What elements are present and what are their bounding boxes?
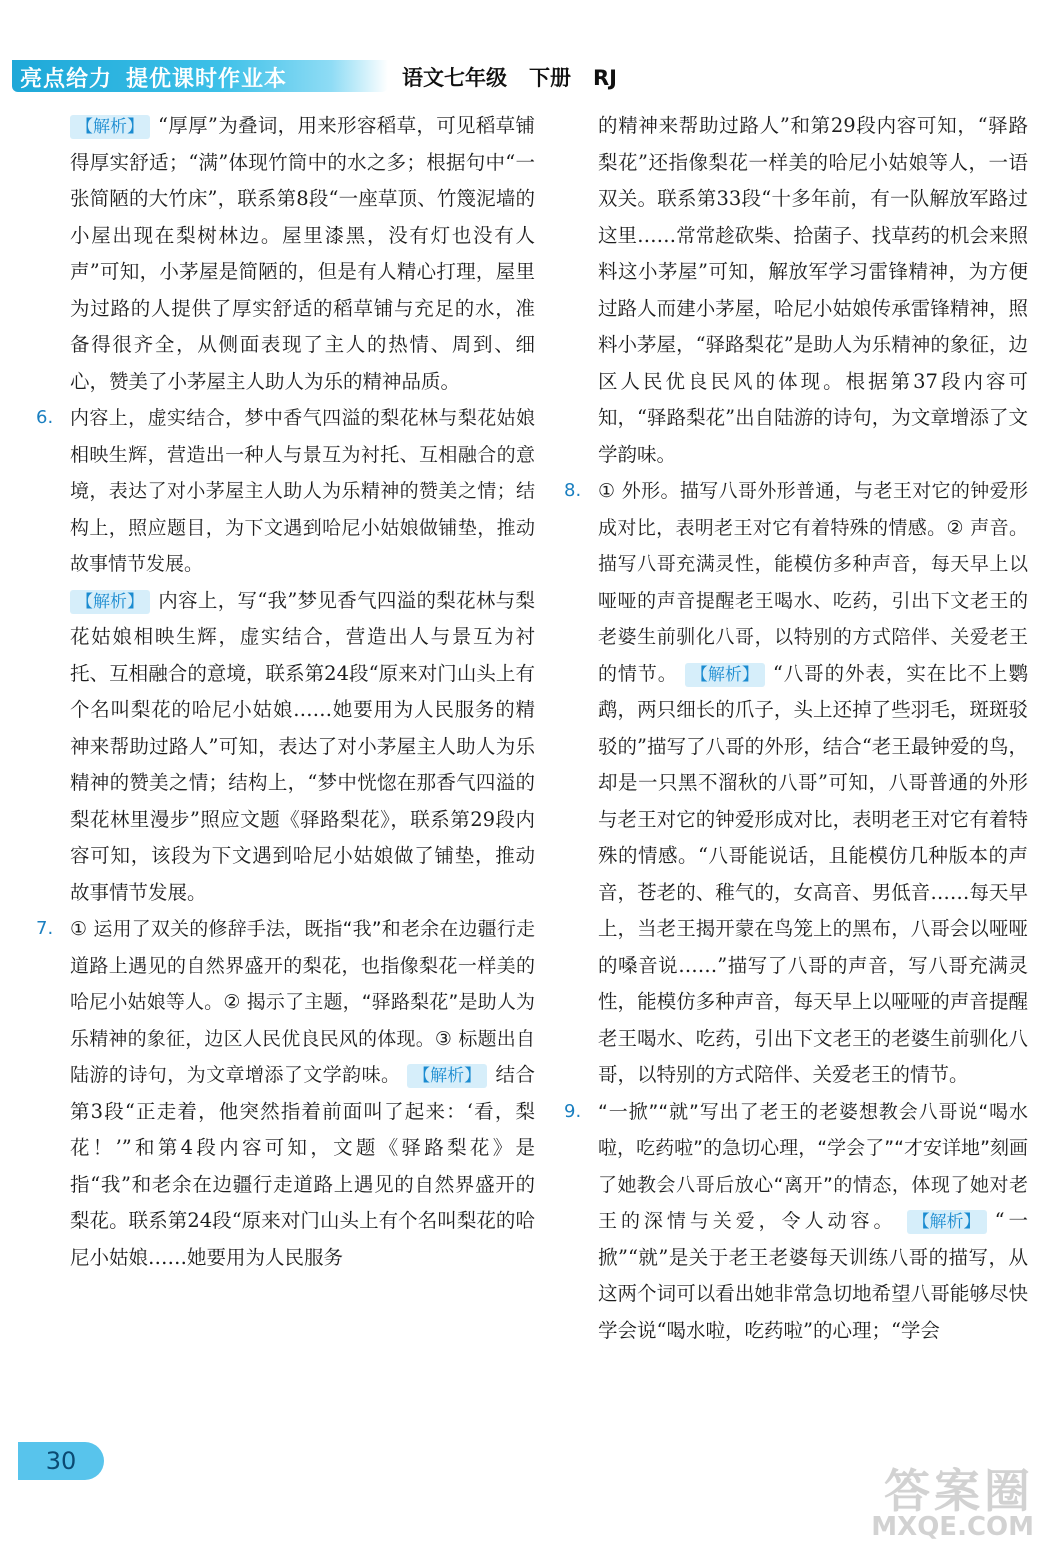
question-7-analysis-continued: 的精神来帮助过路人”和第29段内容可知，“驿路梨花”还指像梨花一样美的哈尼小姑娘等人，一语双关。联系第33段“十多年前，有一队解放军路过这里……常常趁砍柴、拾菌子、找草药的机会来照料这小茅屋”可知，解放军学习雷锋精神，为方便过路人而建小茅屋，哈尼小姑娘传承雷锋精神，照料小茅屋，“驿路梨花”是助人为乐精神的象征，边区人民优良民风的体现。根据第37段内容可知，“驿路梨花”出自陆游的诗句，为文章增添了文学韵味。 [598,114,1028,466]
brand-title [20,62,287,93]
brand-name: 亮点给力 [20,67,113,92]
page-header [0,0,1054,96]
edition-label: RJ [593,66,617,90]
subject-grade: 语文七年级 [402,66,507,90]
analysis-text: “八哥的外表，实在比不上鹦鹉，两只细长的爪子，头上还掉了些羽毛，斑斑驳驳的”描写了八哥的外形，结合“老王最钟爱的鸟，却是一只黑不溜秋的八哥”可知，八哥普通的外形与老王对它的钟爱形成对比，表明老王对它有着特殊的情感。“八哥能说话，且能模仿几种版本的声音，苍老的、稚气的，女高音、男低音……每天早上，当老王揭开蒙在鸟笼上的黑布，八哥会以哑哑的嗓音说……”描写了八哥的声音，写八哥充满灵性，能模仿多种声音，每天早上以哑哑的声音提醒老王喝水、吃药，引出下文老王的老婆生前驯化八哥，以特别的方式陪伴、关爱老王的情节。 [598,661,1028,1086]
question-9-answer [564,1094,1028,1350]
question-7-answer [36,911,535,1276]
answer-text: ① 外形。描写八哥外形普通，与老王对它的钟爱形成对比，表明老王对它有着特殊的情感。② 声音。描写八哥充满灵性，能模仿多种声音，每天早上以哑哑的声音提醒老王喝水、吃药，引出下文老王的老婆生前驯化八哥，以特别的方式陪伴、关爱老王的情节。 [598,480,1028,685]
book-name: 提优课时作业本 [126,67,288,92]
analysis-tag: 【解析】 [70,115,150,139]
analysis-tag: 【解析】 [907,1210,987,1234]
analysis-paragraph [70,108,535,400]
left-column [36,108,535,1276]
analysis-text: 结合第3段“正走着，他突然指着前面叫了起来：‘看，梨花！’”和第4段内容可知，文题《驿路梨花》是指“我”和老余在边疆行走道路上遇见的自然界盛开的梨花。联系第24段“原来对门山头上有个名叫梨花的哈尼小姑娘……她要用为人民服务 [70,1063,535,1269]
analysis-text: 内容上，写“我”梦见香气四溢的梨花林与梨花姑娘相映生辉，虚实结合，营造出人与景互为衬托、互相融合的意境，联系第24段“原来对门山头上有个名叫梨花的哈尼小姑娘……她要用为人民服务的精神来帮助过路人”可知，表达了对小茅屋主人助人为乐精神的赞美之情；结构上，“梦中恍惚在那香气四溢的梨花林里漫步”照应文题《驿路梨花》，联系第29段内容可知，该段为下文遇到哈尼小姑娘做了铺垫，推动故事情节发展。 [70,588,535,904]
question-number: 9. [564,1100,582,1122]
question-6-analysis [70,583,535,912]
analysis-tag: 【解析】 [685,663,765,687]
volume-label: 下册 [529,66,571,90]
analysis-tag: 【解析】 [70,590,150,614]
question-number: 6. [36,407,54,428]
watermark [871,1464,1034,1542]
watermark-url: MXQE.COM [871,1512,1034,1542]
question-number: 8. [564,480,582,501]
question-8-answer [564,473,1028,1094]
answer-text: “一掀”“就”写出了老王的老婆想教会八哥说“喝水啦，吃药啦”的急切心理，“学会了”“才安详地”刻画了她教会八哥后放心“离开”的情态，体现了她对老王的深情与关爱，令人动容。 [598,1100,1028,1232]
subject-info [402,62,639,92]
question-number: 7. [36,918,54,939]
page-number: 30 [18,1442,104,1480]
answer-text: ① 运用了双关的修辞手法，既指“我”和老余在边疆行走道路上遇见的自然界盛开的梨花，也指像梨花一样美的哈尼小姑娘等人。② 揭示了主题，“驿路梨花”是助人为乐精神的象征，边区人民优良民风的体现。③ 标题出自陆游的诗句，为文章增添了文学韵味。 [70,918,535,1086]
watermark-logo: 答案圈 [884,1464,1034,1518]
question-6-answer [36,400,535,583]
right-column [564,108,1028,1349]
answer-text: 内容上，虚实结合，梦中香气四溢的梨花林与梨花姑娘相映生辉，营造出一种人与景互为衬托、互相融合的意境，表达了对小茅屋主人助人为乐精神的赞美之情；结构上，照应题目，为下文遇到哈尼小姑娘做铺垫，推动故事情节发展。 [70,407,535,575]
analysis-tag: 【解析】 [407,1064,487,1088]
analysis-text: “厚厚”为叠词，用来形容稻草，可见稻草铺得厚实舒适；“满”体现竹筒中的水之多；根据句中“一张简陋的大竹床”，联系第8段“一座草顶、竹篾泥墙的小屋出现在梨树林边。屋里漆黑，没有灯也没有人声”可知，小茅屋是简陋的，但是有人精心打理，屋里为过路的人提供了厚实舒适的稻草铺与充足的水，准备得很齐全，从侧面表现了主人的热情、周到、细心，赞美了小茅屋主人助人为乐的精神品质。 [70,114,535,393]
analysis-text: “一掀”“就”是关于老王老婆每天训练八哥的描写，从这两个词可以看出她非常急切地希望八哥能够尽快学会说“喝水啦，吃药啦”的心理；“学会 [598,1209,1028,1342]
